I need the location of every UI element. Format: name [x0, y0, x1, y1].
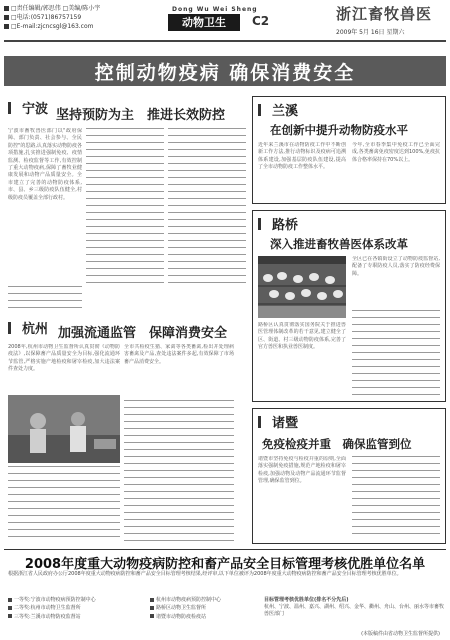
awards-list-left: [8, 596, 148, 621]
article-body: 全区已在各镇街设立了动物防疫监督站,配备了专职防疫人员,落实了防疫经费保障。: [352, 256, 440, 277]
ningbo-tag: [8, 98, 48, 117]
article-body: 近年来兰溪市在动物防疫工作中不断创新工作方法,推行动物标识及疫病可追溯体系建设,加强基层防疫队伍建设,提高了全市动物防疫工作整体水平。: [258, 142, 346, 171]
masthead-info-line: □电话:(0571)86757159: [4, 13, 154, 22]
city-marker-icon: [8, 320, 22, 336]
bullet-icon: [150, 614, 154, 618]
section-rule: [4, 549, 446, 550]
list-item: 一等奖:宁波市动物疫病预防控制中心: [8, 596, 148, 604]
article-body: 2008年,杭州市动物卫生监督所认真贯彻《动物防疫法》,以保障畜产品质量安全为目标,强化流通环节监管,严格实施产地检疫和屠宰检疫,加大违法案件查处力度。: [8, 344, 120, 373]
bullet-icon: [8, 614, 12, 618]
masthead: [0, 0, 450, 42]
zhuji-tag: [258, 412, 298, 431]
masthead-info-line: □E-mail:zjcncsgl@163.com: [4, 22, 154, 31]
city-name: 宁波: [22, 102, 49, 117]
bullet-icon: [150, 598, 154, 602]
inspection-photo: [8, 395, 120, 463]
article-body-continued: [124, 400, 234, 542]
awards-list-mid: [150, 596, 260, 621]
luqiao-tag: [258, 214, 298, 233]
city-marker-icon: [258, 217, 272, 231]
main-headline-bar: [4, 56, 446, 86]
column-title: 动物卫生: [168, 14, 240, 31]
column-pinyin: Dong Wu Wei Sheng: [172, 6, 258, 13]
masthead-info: [4, 4, 154, 31]
article-body: 宁波市畜牧兽医部门以"政府保障、部门负责、社会参与、全民防控"的思路,认真落实动物防疫各项措施,扎实推进强制免疫、疫情监测、检疫监督等工作,有效控制了重大动物疫病,保障了畜牧业健康发展和动物产品质量安全。全市建立了完善的动物防疫体系,市、县、乡三级防疫队伍健全,村级防疫员覆盖全部行政村。: [8, 128, 82, 201]
list-item: 二等奖:杭州市动物卫生监督所: [8, 604, 148, 612]
city-name: 诸暨: [272, 416, 299, 431]
article-body-continued: [86, 128, 164, 288]
article-body: 今年,全市春季集中免疫工作已全面完成,各类畜禽免疫密度达到100%,免疫抗体合格率保持在70%以上。: [352, 142, 440, 163]
bullet-icon: [4, 15, 9, 20]
article-title: 免疫检疫并重 确保监管到位: [262, 437, 412, 451]
bullet-icon: [8, 598, 12, 602]
awards-title: 2008年度重大动物疫病防控和畜产品安全目标管理考核优胜单位名单: [24, 557, 426, 572]
hangzhou-tag: [8, 318, 48, 337]
article-body-continued: [8, 286, 82, 308]
city-marker-icon: [258, 415, 272, 429]
source-note: (本版稿件由省动物卫生监督所提供): [361, 631, 440, 637]
bullet-icon: [8, 606, 12, 610]
article-body-continued: [352, 456, 440, 540]
article-title: 深入推进畜牧兽医体系改革: [270, 237, 408, 251]
masthead-rule: [4, 40, 446, 42]
article-body-continued: [352, 310, 440, 398]
city-name: 杭州: [22, 322, 49, 337]
article-body: 诸暨市坚持免疫与检疫并重的原则,全面落实强制免疫措施,规范产地检疫和屠宰检疫,加强动物及动物产品流通环节监督管理,确保监管到位。: [258, 456, 346, 485]
list-item: 杭州市动物疫病预防控制中心: [150, 596, 260, 604]
article-body: 全市共检疫生猪、家禽等各类畜禽,检出并处理病害畜禽及产品,查处违法案件多起,有效保障了市场畜产品消费安全。: [124, 344, 234, 365]
list-item: 三等奖:兰溪市动物防疫监督站: [8, 613, 148, 621]
photo-image: [8, 395, 120, 463]
article-title: 在创新中提升动物防疫水平: [270, 123, 408, 137]
list-item: 诸暨市动物防疫检疫站: [150, 613, 260, 621]
bullet-icon: [4, 24, 9, 29]
article-body-continued: [8, 466, 120, 542]
main-headline: 控制动物疫病 确保消费安全: [94, 61, 356, 84]
bullet-icon: [4, 6, 9, 11]
article-body-continued: [168, 128, 246, 288]
list-heading: 目标管理考核优胜单位(排名不分先后): [264, 597, 349, 603]
city-marker-icon: [258, 103, 272, 117]
list-item: 路桥区动物卫生监督所: [150, 604, 260, 612]
list-item: 杭州、宁波、温州、嘉兴、湖州、绍兴、金华、衢州、舟山、台州、丽水等市畜牧兽医部门: [264, 604, 445, 618]
photo-image: [258, 256, 346, 318]
article-title: 坚持预防为主 推进长效防控: [56, 108, 226, 123]
poultry-photo: [258, 256, 346, 318]
awards-list-right: [264, 596, 444, 618]
bullet-icon: [150, 606, 154, 610]
masthead-info-line: □责任编辑/郭思伟 □美编/陈小宇: [4, 4, 154, 13]
city-name: 兰溪: [272, 104, 299, 119]
awards-description: 根据浙江省人民政府办公厅2008年度重大动物疫病防控和畜产品安全目标管理考核结果,经评审,以下单位被评为2008年度重大动物疫病防控和畜产品安全目标管理考核优胜单位。: [8, 571, 402, 577]
lanxi-tag: [258, 100, 298, 119]
article-body: 路桥区认真贯彻落实国务院关于推进兽医管理体制改革的若干意见,建立健全了区、街道、村三级动物防疫体系,完善了官方兽医和执业兽医制度。: [258, 322, 346, 351]
paper-name: 浙江畜牧兽医: [336, 5, 433, 23]
article-title: 加强流通监管 保障消费安全: [58, 326, 228, 341]
issue-date: 2009年 5月 16日 星期六: [336, 29, 405, 36]
page-code: C2: [252, 14, 270, 28]
city-marker-icon: [8, 100, 22, 116]
city-name: 路桥: [272, 218, 299, 233]
